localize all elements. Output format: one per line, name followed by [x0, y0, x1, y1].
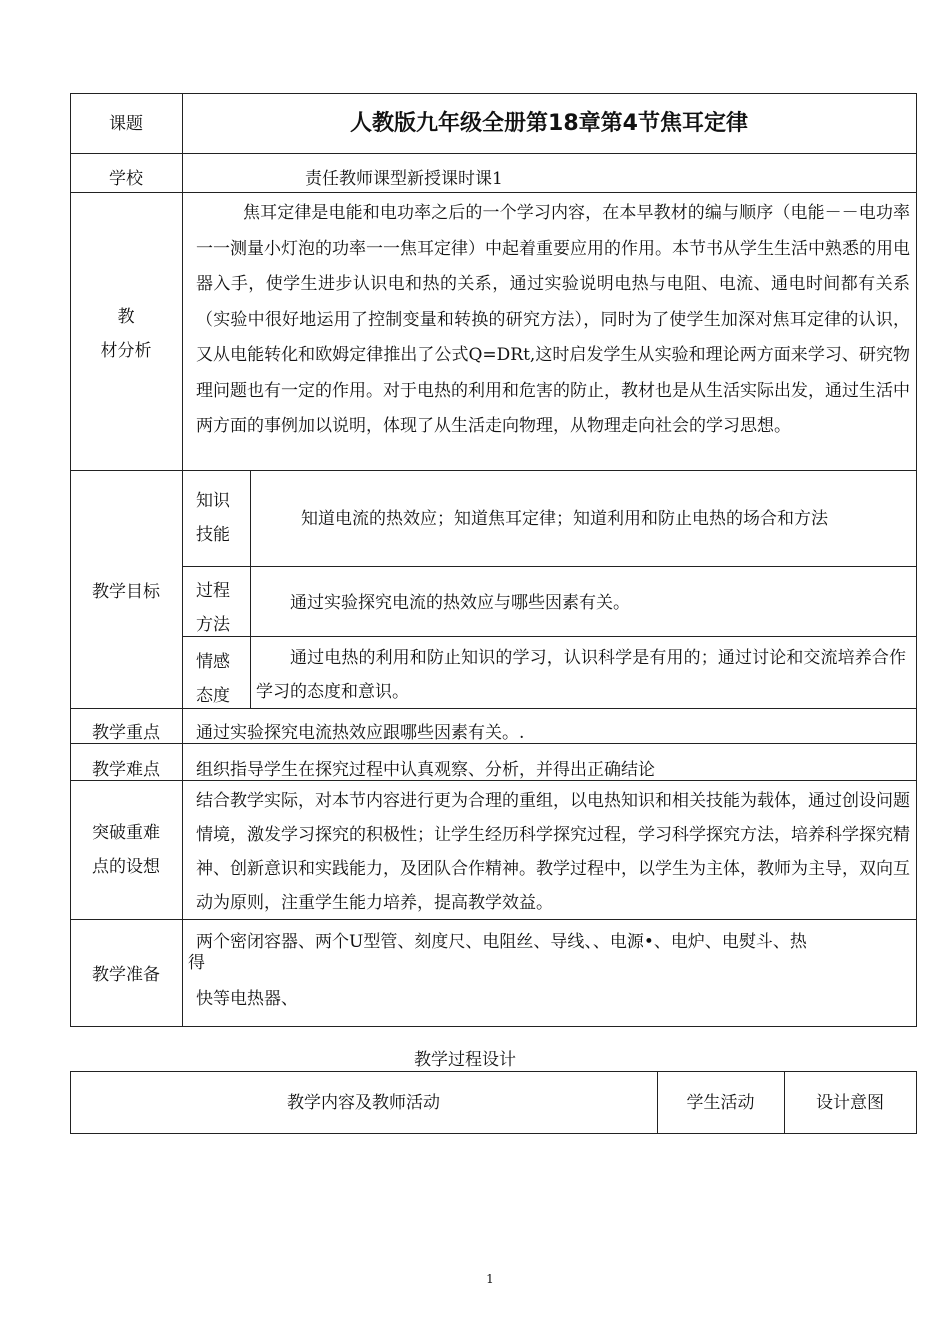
lesson-title: 人教版九年级全册第18章第4节焦耳定律: [350, 111, 748, 136]
process-design-heading: 教学过程设计: [414, 1050, 516, 1070]
keypoint-label: 教学重点: [92, 723, 160, 743]
preparation-line2: 快等电热器、: [196, 989, 298, 1009]
process-label-line1: 过程: [196, 581, 230, 601]
analysis-label-line1: 教: [117, 307, 135, 327]
page-number: 1: [486, 1272, 494, 1286]
process-col-intent: 设计意图: [816, 1093, 884, 1113]
knowledge-label-line2: 技能: [196, 525, 230, 545]
process-label-line2: 方法: [196, 615, 230, 635]
preparation-line1-tail: 得: [188, 953, 205, 973]
breakthrough-label: [70, 816, 182, 884]
school-info: 责任教师课型新授课时课1: [305, 169, 503, 189]
emotion-label: [196, 645, 246, 713]
emotion-label-line2: 态度: [196, 686, 230, 706]
goals-label: 教学目标: [92, 582, 160, 602]
preparation-line1: 两个密闭容器、两个U型管、刻度尺、电阻丝、导线、、电源•、电炉、电熨斗、热: [196, 932, 807, 952]
knowledge-label: [196, 484, 246, 552]
emotion-label-line1: 情感: [196, 652, 230, 672]
breakthrough-text: 结合教学实际，对本节内容进行更为合理的重组，以电热知识和相关技能为载体，通过创设问题情境，激发学习探究的积极性；让学生经历科学探究过程，学习科学探究方法，培养科学探究精神、创新意识和实践能力，及团队合作精神。教学过程中，以学生为主体，教师为主导，双向互动为原则，注重学生能力培养，提高教学效益。: [196, 791, 910, 913]
process-text: 通过实验探究电流的热效应与哪些因素有关。: [290, 593, 630, 613]
breakthrough-label-line2: 点的设想: [92, 857, 160, 877]
emotion-text: 通过电热的利用和防止知识的学习，认识科学是有用的；通过讨论和交流培养合作学习的态度和意识。: [256, 648, 906, 702]
difficulty-label: 教学难点: [92, 760, 160, 780]
keypoint-text: 通过实验探究电流热效应跟哪些因素有关。.: [196, 723, 525, 743]
difficulty-text: 组织指导学生在探究过程中认真观察、分析，并得出正确结论: [196, 760, 655, 780]
process-col-student: 学生活动: [686, 1093, 755, 1113]
breakthrough-label-line1: 突破重难: [92, 823, 160, 843]
preparation-label: 教学准备: [92, 965, 160, 985]
process-label: [196, 574, 246, 642]
analysis-label: [70, 300, 182, 368]
topic-label: 课题: [109, 114, 143, 134]
knowledge-label-line1: 知识: [196, 491, 230, 511]
analysis-text: 焦耳定律是电能和电功率之后的一个学习内容，在本早教材的编与顺序（电能－－电功率一一测量小灯泡的功率一一焦耳定律）中起着重要应用的作用。本节书从学生生活中熟悉的用电器入手，使学生进步认识电和热的关系，通过实验说明电热与电阻、电流、通电时间都有关系（实验中很好地运用了控制变量和转换的研究方法），同时为了使学生加深对焦耳定律的认识，又从电能转化和欧姆定律推出了公式Q=DRt,这时启发学生从实验和理论两方面来学习、研究物理问题也有一定的作用。对于电热的利用和危害的防止，教材也是从生活实际出发，通过生活中两方面的事例加以说明，体现了从生活走向物理，从物理走向社会的学习思想。: [196, 203, 910, 436]
process-col-content: 教学内容及教师活动: [287, 1093, 440, 1113]
school-label: 学校: [109, 169, 143, 189]
knowledge-text: 知道电流的热效应；知道焦耳定律；知道利用和防止电热的场合和方法: [301, 509, 828, 529]
analysis-label-line2: 材分析: [100, 341, 152, 361]
